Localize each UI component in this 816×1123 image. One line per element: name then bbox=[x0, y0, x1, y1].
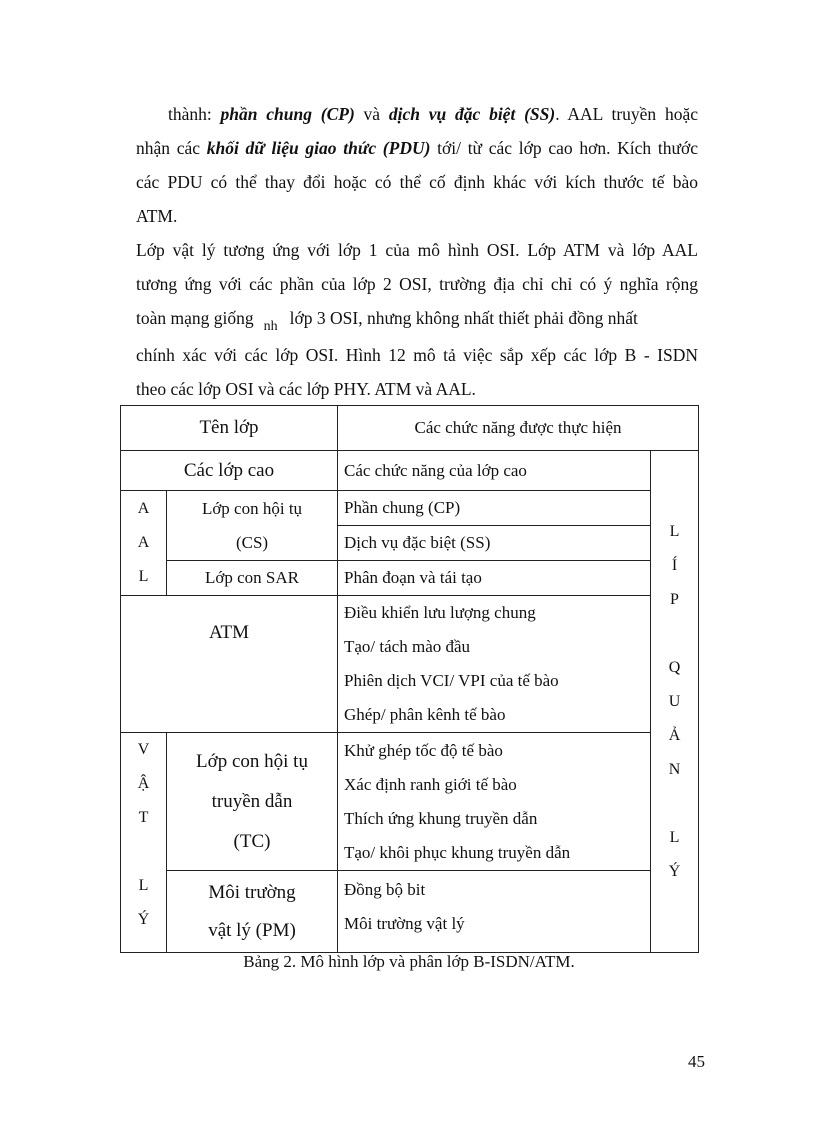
header-layer-name: Tên lớp bbox=[121, 406, 338, 451]
page-number: 45 bbox=[688, 1052, 705, 1071]
term-service-specific: dịch vụ đặc biệt (SS) bbox=[388, 104, 556, 124]
table-row bbox=[121, 596, 699, 733]
paragraph-osi-mapping bbox=[136, 233, 698, 406]
table-header-row bbox=[121, 406, 699, 451]
atm-layer-cell: ATM bbox=[121, 596, 338, 733]
sar-function-cell: Phân đoạn và tái tạo bbox=[338, 561, 651, 596]
paragraph-line: theo các lớp OSI và các lớp PHY. ATM và AAL. bbox=[136, 379, 476, 399]
paragraph-line: toàn mạng giống $_{nh}$ lớp 3 OSI, nhưng không nhất thiết phải đồng nhất bbox=[136, 308, 638, 334]
ss-function-cell: Dịch vụ đặc biệt (SS) bbox=[338, 526, 651, 561]
cs-sublayer-cell: Lớp con hội tụ (CS) bbox=[167, 491, 338, 561]
upper-functions-cell: Các chức năng của lớp cao bbox=[338, 451, 651, 491]
paragraph-line: tương ứng với các phần của lớp 2 OSI, trường địa chỉ chỉ có ý nghĩa rộng bbox=[136, 274, 698, 294]
paragraph-aal-pdu bbox=[136, 97, 698, 233]
paragraph-line: ATM. bbox=[136, 206, 178, 226]
pm-functions-cell: Đồng bộ bit Môi trường vật lý bbox=[338, 871, 651, 953]
table-row bbox=[121, 733, 699, 871]
cp-function-cell: Phần chung (CP) bbox=[338, 491, 651, 526]
paragraph-line: Lớp vật lý tương ứng với lớp 1 của mô hình OSI. Lớp ATM và lớp AAL bbox=[136, 240, 698, 260]
tc-functions-cell: Khử ghép tốc độ tế bào Xác định ranh giới tế bào Thích ứng khung truyền dẫn Tạo/ khôi phục khung truyền dẫn bbox=[338, 733, 651, 871]
table-row bbox=[121, 561, 699, 596]
tc-sublayer-cell: Lớp con hội tụ truyền dẫn (TC) bbox=[167, 733, 338, 871]
table-row bbox=[121, 451, 699, 491]
table-row bbox=[121, 491, 699, 526]
term-pdu: khối dữ liệu giao thức (PDU) bbox=[206, 138, 431, 158]
table-row bbox=[121, 871, 699, 953]
physical-label-column: V Ậ T L Ý bbox=[121, 733, 167, 953]
paragraph-line: các PDU có thể thay đổi hoặc có thể cố định khác với kích thước tế bào bbox=[136, 172, 698, 192]
stray-subscript: nh bbox=[263, 319, 278, 334]
management-column: L Í P Q U Ả N L Ý bbox=[651, 451, 699, 953]
atm-functions-cell: Điều khiển lưu lượng chung Tạo/ tách mào đầu Phiên dịch VCI/ VPI của tế bào Ghép/ phân kênh tế bào bbox=[338, 596, 651, 733]
paragraph-line: chính xác với các lớp OSI. Hình 12 mô tả việc sắp xếp các lớp B - ISDN bbox=[136, 345, 698, 365]
header-functions: Các chức năng được thực hiện bbox=[338, 406, 699, 451]
aal-label-column: A A L bbox=[121, 491, 167, 596]
sar-sublayer-cell: Lớp con SAR bbox=[167, 561, 338, 596]
table-caption: Bảng 2. Mô hình lớp và phân lớp B-ISDN/ATM. bbox=[243, 952, 575, 971]
paragraph-line: thành: phần chung (CP) và dịch vụ đặc biệt (SS). AAL truyền hoặc bbox=[168, 104, 698, 124]
term-common-part: phần chung (CP) bbox=[220, 104, 355, 124]
paragraph-line: nhận các khối dữ liệu giao thức (PDU) tới/ từ các lớp cao hơn. Kích thước bbox=[136, 138, 699, 158]
bisdn-layer-table bbox=[120, 405, 699, 953]
pm-sublayer-cell: Môi trường vật lý (PM) bbox=[167, 871, 338, 953]
upper-layers-cell: Các lớp cao bbox=[121, 451, 338, 491]
